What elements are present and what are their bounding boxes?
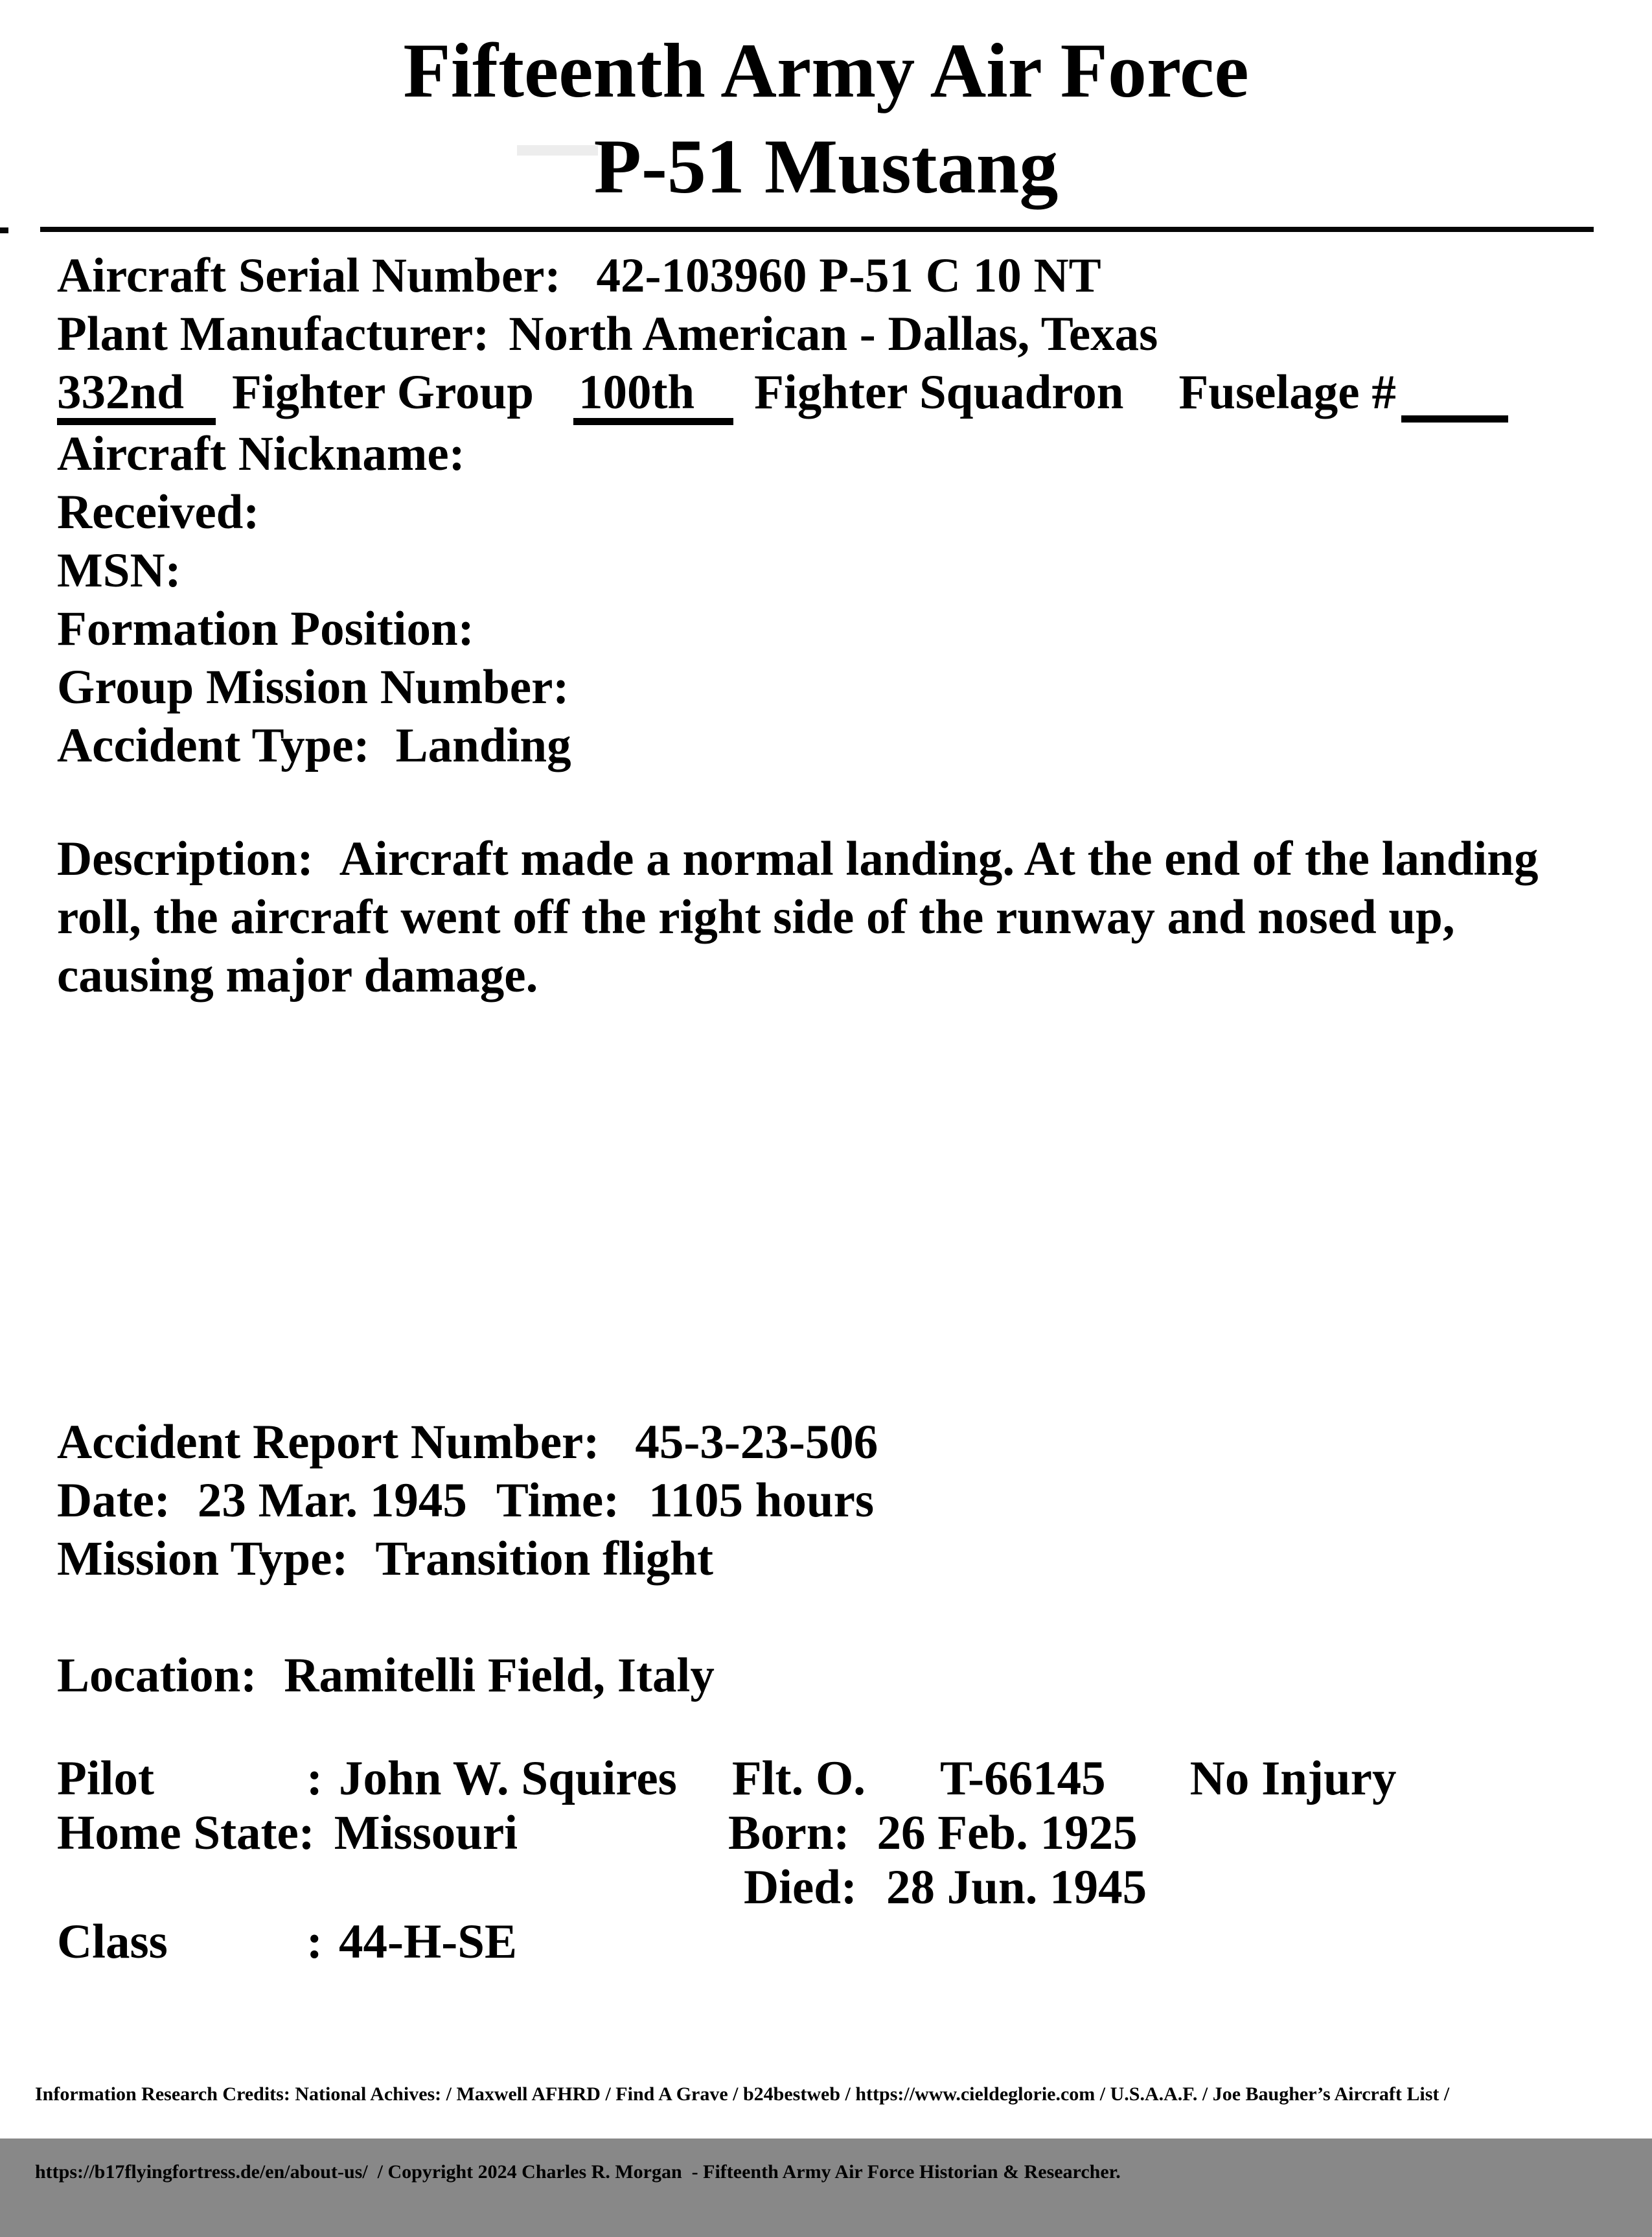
- pilot-injury-status: No Injury: [1189, 1752, 1397, 1805]
- group-mission-number-line: [57, 658, 1508, 717]
- location-line: [57, 1647, 715, 1705]
- aircraft-serial-line: [57, 247, 1508, 305]
- group-mission-number-label: Group Mission Number:: [57, 660, 569, 714]
- title-divider-rule: [40, 227, 1594, 232]
- home-state-value: Missouri: [334, 1806, 518, 1860]
- accident-report-number-value: 45-3-23-506: [635, 1415, 878, 1469]
- fighter-group-label: Fighter Group: [231, 365, 534, 419]
- fighter-squadron-number: 100th: [573, 367, 733, 425]
- accident-report-number-line: [57, 1413, 878, 1472]
- date-label: Date:: [57, 1474, 170, 1527]
- received-line: [57, 483, 1508, 542]
- group-squadron-line: [57, 364, 1508, 425]
- location-section: [57, 1647, 715, 1705]
- pilot-section: [57, 1752, 1396, 1969]
- aircraft-nickname-line: [57, 425, 1508, 483]
- class-value: 44-H-SE: [338, 1915, 518, 1969]
- accident-type-value: Landing: [395, 719, 571, 772]
- fuselage-number-label: Fuselage #: [1178, 365, 1396, 419]
- msn-label: MSN:: [57, 544, 181, 597]
- description-text-line2: roll, the aircraft went off the right side of the runway and nosed up,: [57, 890, 1455, 944]
- class-line: [57, 1915, 1396, 1969]
- date-time-line: [57, 1472, 878, 1530]
- formation-position-label: Formation Position:: [57, 602, 474, 656]
- time-value: 1105 hours: [648, 1474, 875, 1527]
- description-line3: [57, 947, 1592, 1005]
- plant-manufacturer-label: Plant Manufacturer:: [57, 307, 490, 361]
- mission-type-line: [57, 1530, 878, 1588]
- died-label: Died:: [744, 1860, 857, 1914]
- accident-report-number-label: Accident Report Number:: [57, 1415, 600, 1469]
- home-state-label: Home State:: [57, 1806, 315, 1860]
- plant-manufacturer-line: [57, 305, 1508, 364]
- pilot-label: Pilot: [57, 1752, 154, 1805]
- document-title-line1: Fifteenth Army Air Force: [403, 27, 1249, 113]
- fuselage-number-blank: [1401, 415, 1508, 423]
- pilot-name: John W. Squires: [338, 1752, 677, 1805]
- accident-type-label: Accident Type:: [57, 719, 370, 772]
- formation-position-line: [57, 600, 1508, 658]
- description-text-line3: causing major damage.: [57, 949, 538, 1003]
- aircraft-serial-label: Aircraft Serial Number:: [57, 249, 561, 303]
- date-value: 23 Mar. 1945: [197, 1474, 467, 1527]
- received-label: Received:: [57, 485, 260, 539]
- died-line: [57, 1860, 1396, 1915]
- died-value: 28 Jun. 1945: [886, 1860, 1147, 1914]
- description-text-line1: Aircraft made a normal landing. At the end of the landing: [339, 832, 1539, 886]
- mission-type-value: Transition flight: [375, 1532, 713, 1586]
- credits-line2: https://b17flyingfortress.de/en/about-us/ / Copyright 2024 Charles R. Morgan - Fifteenth Army Air Force Historian & Researcher.: [35, 2161, 1121, 2183]
- document-title-line2: P-51 Mustang: [593, 123, 1059, 209]
- location-value: Ramitelli Field, Italy: [284, 1649, 715, 1702]
- born-value: 26 Feb. 1925: [877, 1806, 1138, 1860]
- pilot-service-number: T-66145: [940, 1752, 1106, 1805]
- home-state-born-line: [57, 1806, 1396, 1860]
- accident-type-line: [57, 717, 1508, 775]
- aircraft-nickname-label: Aircraft Nickname:: [57, 427, 465, 481]
- born-label: Born:: [728, 1806, 850, 1860]
- credits-footer: [35, 2030, 1629, 2237]
- pilot-colon: :: [306, 1752, 323, 1805]
- fighter-squadron-label: Fighter Squadron: [754, 365, 1124, 419]
- credits-line1: Information Research Credits: National Achives: / Maxwell AFHRD / Find A Grave / b24bestweb / https://www.cieldeglorie.com / U.S.A.A.F. / Joe Baugher’s Aircraft List /: [35, 2083, 1450, 2105]
- class-colon: :: [306, 1915, 323, 1969]
- description-line2: [57, 888, 1592, 947]
- class-label: Class: [57, 1915, 168, 1969]
- home-state-group: [57, 1806, 728, 1860]
- description-section: [57, 830, 1592, 1005]
- msn-line: [57, 542, 1508, 600]
- location-label: Location:: [57, 1649, 257, 1702]
- pilot-line: [57, 1752, 1396, 1806]
- description-label: Description:: [57, 832, 314, 886]
- accident-report-section: [57, 1413, 878, 1588]
- plant-manufacturer-value: North American - Dallas, Texas: [509, 307, 1158, 361]
- time-label: Time:: [496, 1474, 620, 1527]
- fighter-group-number: 332nd: [57, 367, 216, 425]
- description-line1: [57, 830, 1592, 888]
- aircraft-info-section: [57, 247, 1508, 775]
- left-edge-mark: [0, 227, 8, 233]
- aircraft-serial-value: 42-103960 P-51 C 10 NT: [596, 249, 1101, 303]
- pilot-rank: Flt. O.: [731, 1752, 866, 1805]
- mission-type-label: Mission Type:: [57, 1532, 349, 1586]
